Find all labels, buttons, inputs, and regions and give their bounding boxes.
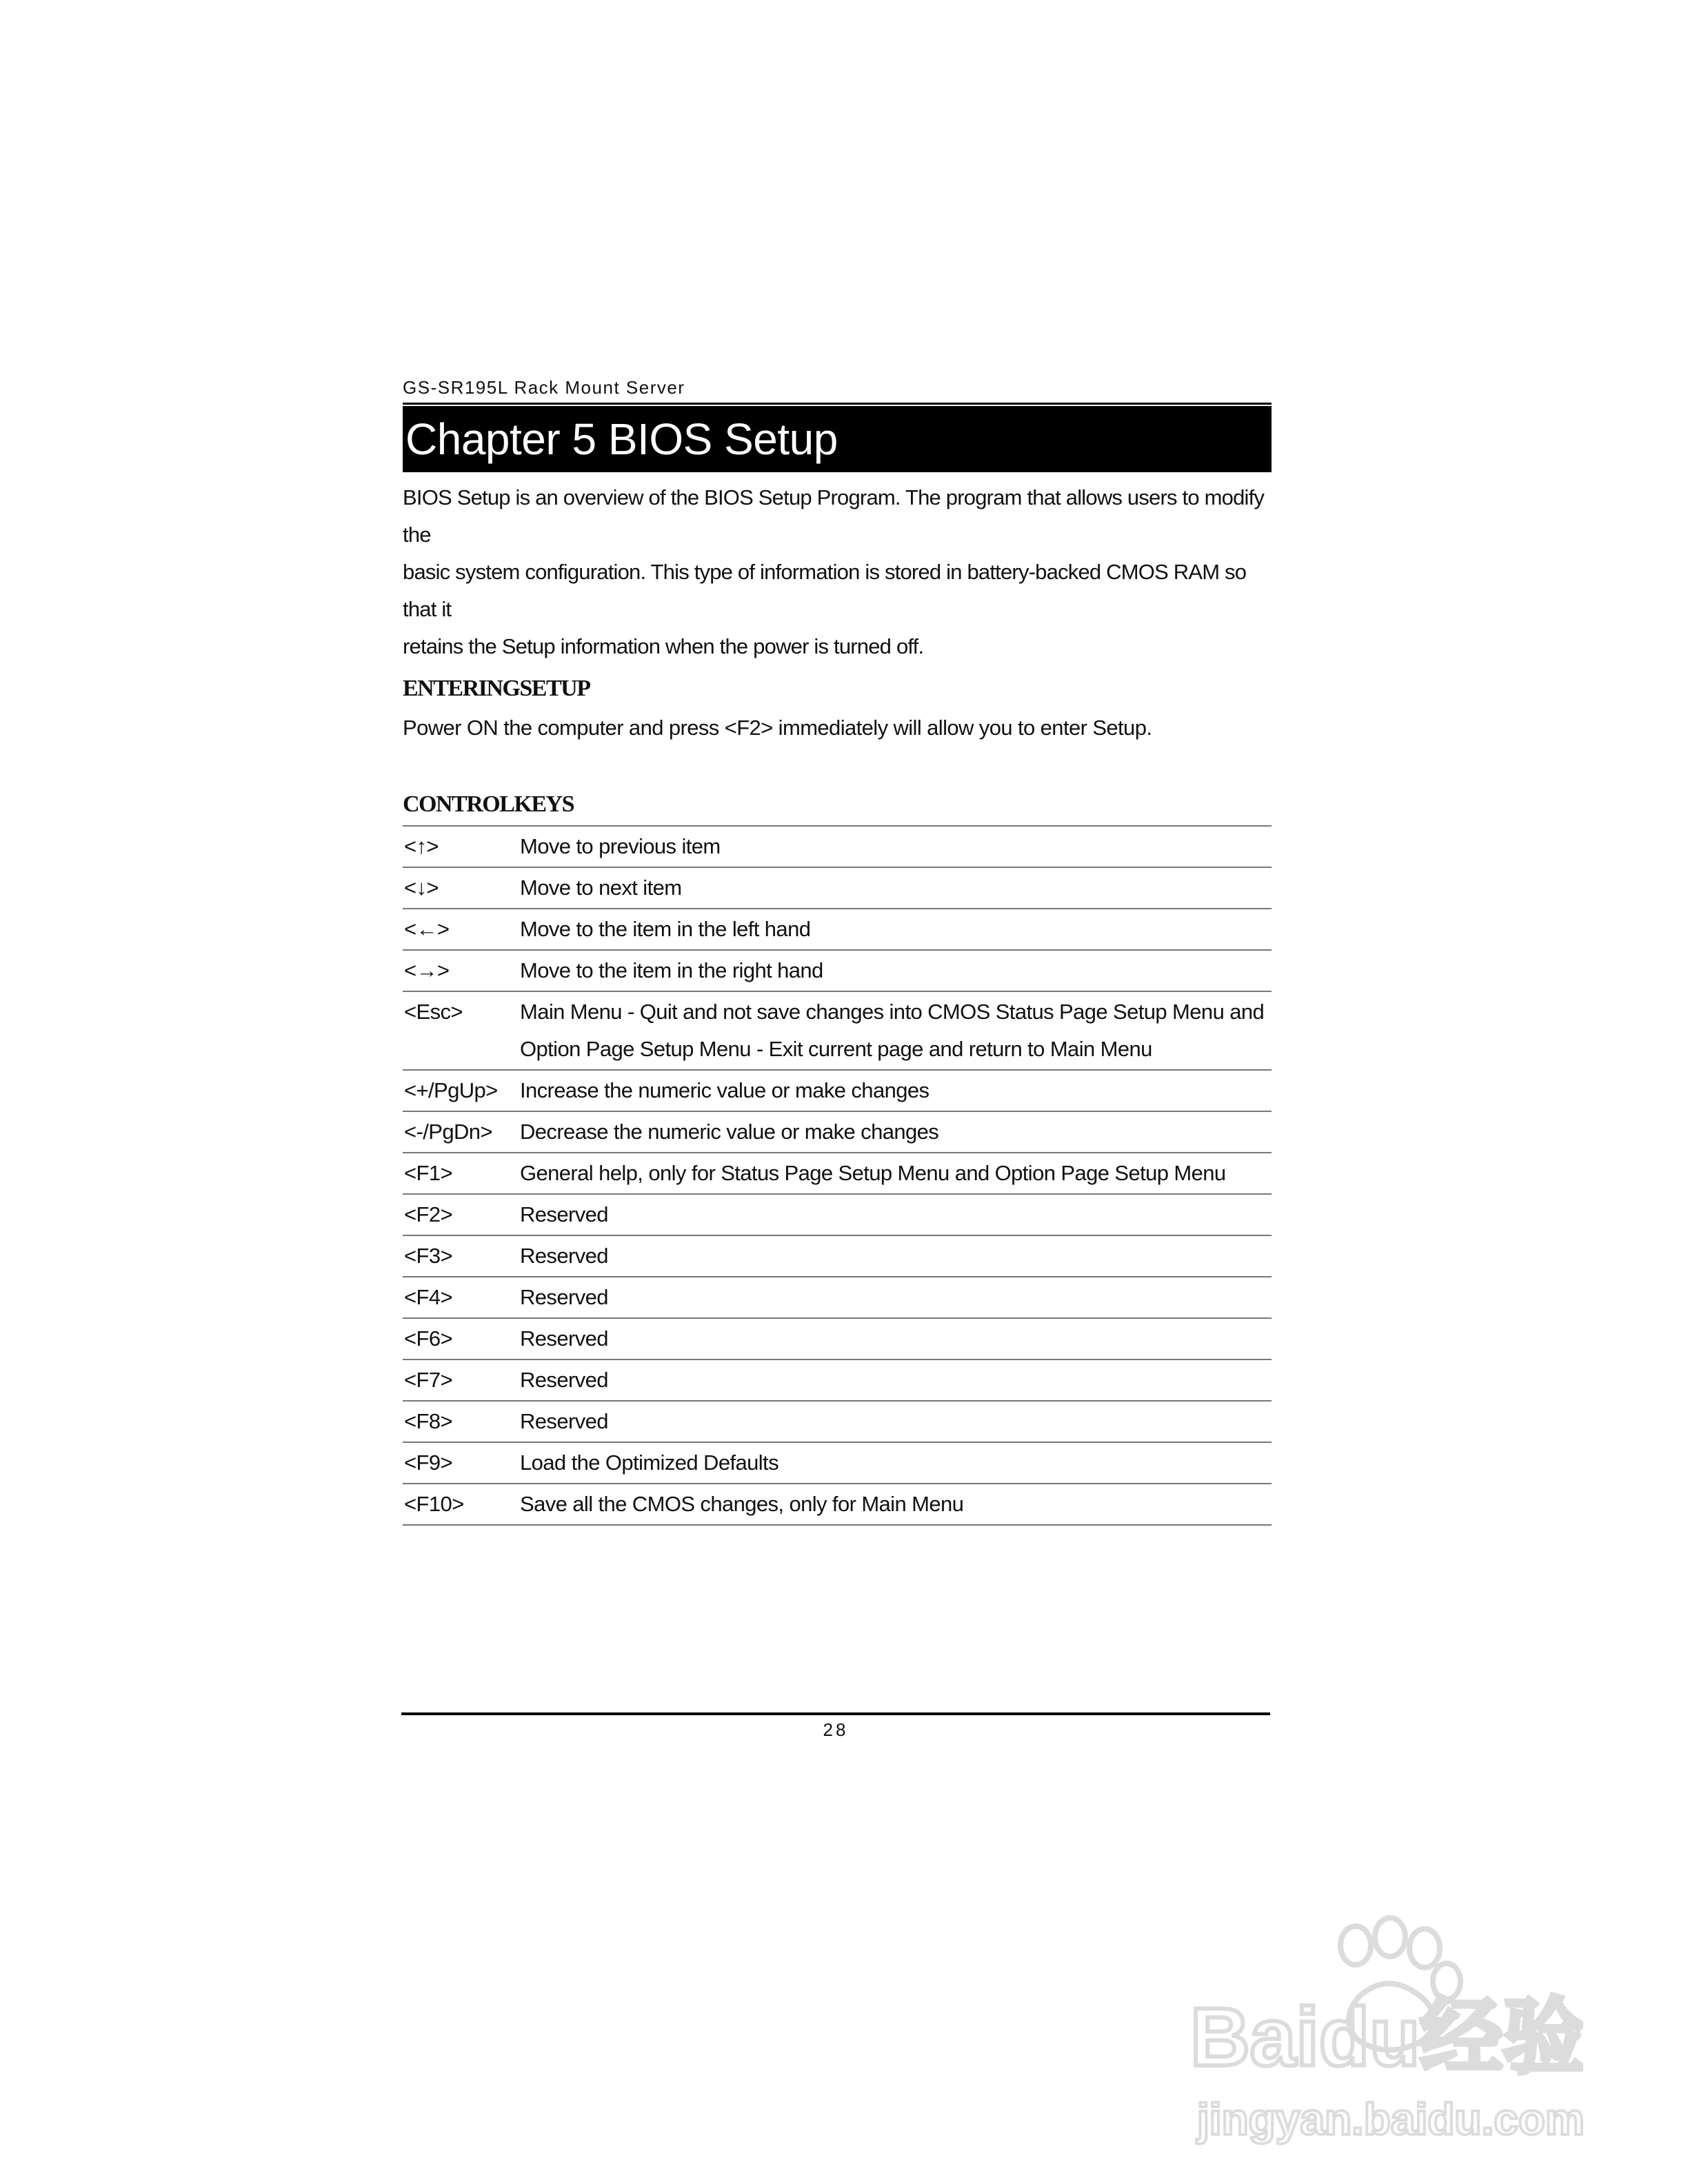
key-description: Increase the numeric value or make changes — [520, 1070, 1272, 1111]
key-f7: <F7> — [403, 1359, 520, 1401]
table-row — [403, 1442, 1272, 1484]
table-row — [403, 1235, 1272, 1277]
table-row — [403, 1070, 1272, 1111]
entering-setup-heading: ENTERINGSETUP — [403, 676, 590, 701]
key-description: Reserved — [520, 1235, 1272, 1277]
page-footer — [401, 1712, 1270, 1741]
footer-rule — [401, 1712, 1270, 1715]
key-f4: <F4> — [403, 1277, 520, 1318]
document-page — [403, 375, 1272, 1526]
table-row — [403, 826, 1272, 867]
watermark-url: jingyan.baidu.com — [1197, 2094, 1583, 2144]
chapter-title: Chapter 5 BIOS Setup — [403, 406, 1272, 472]
key-minus-pgdn: <-/PgDn> — [403, 1111, 520, 1153]
watermark-brand: Baidu经验 — [1190, 1991, 1583, 2083]
key-right-arrow: <→> — [403, 950, 520, 991]
key-f10: <F10> — [403, 1484, 520, 1525]
table-row — [403, 1277, 1272, 1318]
key-description: Load the Optimized Defaults — [520, 1442, 1272, 1484]
key-description: General help, only for Status Page Setup Menu and Option Page Setup Menu — [520, 1153, 1272, 1194]
key-f1: <F1> — [403, 1153, 520, 1194]
key-f3: <F3> — [403, 1235, 520, 1277]
entering-setup-text: Power ON the computer and press <F2> immediately will allow you to enter Setup. — [403, 716, 1152, 740]
control-keys-table — [403, 825, 1272, 1526]
baidu-paw-logo-icon — [1183, 1914, 1583, 2148]
table-row — [403, 1111, 1272, 1153]
table-row — [403, 1318, 1272, 1359]
table-row — [403, 1194, 1272, 1235]
running-header: GS-SR195L Rack Mount Server — [403, 377, 685, 398]
key-description: Reserved — [520, 1194, 1272, 1235]
key-f8: <F8> — [403, 1401, 520, 1442]
key-description-line: Main Menu - Quit and not save changes into CMOS Status Page Setup Menu and — [520, 1000, 1265, 1024]
key-left-arrow: <←> — [403, 909, 520, 950]
table-row — [403, 991, 1272, 1070]
table-row — [403, 1484, 1272, 1525]
key-description — [520, 991, 1272, 1070]
page-number: 28 — [823, 1719, 849, 1740]
intro-paragraph — [403, 479, 1272, 665]
key-description: Move to next item — [520, 867, 1272, 909]
intro-line: basic system configuration. This type of information is stored in battery-backed CMOS RAM so that it — [403, 560, 1247, 621]
control-keys-heading: CONTROLKEYS — [403, 791, 574, 817]
key-description: Move to previous item — [520, 826, 1272, 867]
table-row — [403, 950, 1272, 991]
key-description: Save all the CMOS changes, only for Main Menu — [520, 1484, 1272, 1525]
table-row — [403, 1359, 1272, 1401]
key-f9: <F9> — [403, 1442, 520, 1484]
table-row — [403, 867, 1272, 909]
key-description: Reserved — [520, 1359, 1272, 1401]
table-row — [403, 1153, 1272, 1194]
key-esc: <Esc> — [403, 991, 520, 1070]
table-row — [403, 1401, 1272, 1442]
key-up-arrow: <↑> — [403, 826, 520, 867]
key-down-arrow: <↓> — [403, 867, 520, 909]
key-description-line: Option Page Setup Menu - Exit current page and return to Main Menu — [520, 1037, 1152, 1061]
key-description: Move to the item in the right hand — [520, 950, 1272, 991]
header-rule — [403, 403, 1272, 405]
key-description: Reserved — [520, 1401, 1272, 1442]
key-f2: <F2> — [403, 1194, 520, 1235]
intro-line: retains the Setup information when the power is turned off. — [403, 634, 924, 658]
key-plus-pgup: <+/PgUp> — [403, 1070, 520, 1111]
key-description: Reserved — [520, 1277, 1272, 1318]
key-description: Move to the item in the left hand — [520, 909, 1272, 950]
key-description: Reserved — [520, 1318, 1272, 1359]
table-row — [403, 909, 1272, 950]
key-f6: <F6> — [403, 1318, 520, 1359]
key-description: Decrease the numeric value or make changes — [520, 1111, 1272, 1153]
baidu-watermark — [1183, 1914, 1583, 2148]
intro-line: BIOS Setup is an overview of the BIOS Setup Program. The program that allows users to modify the — [403, 485, 1265, 547]
